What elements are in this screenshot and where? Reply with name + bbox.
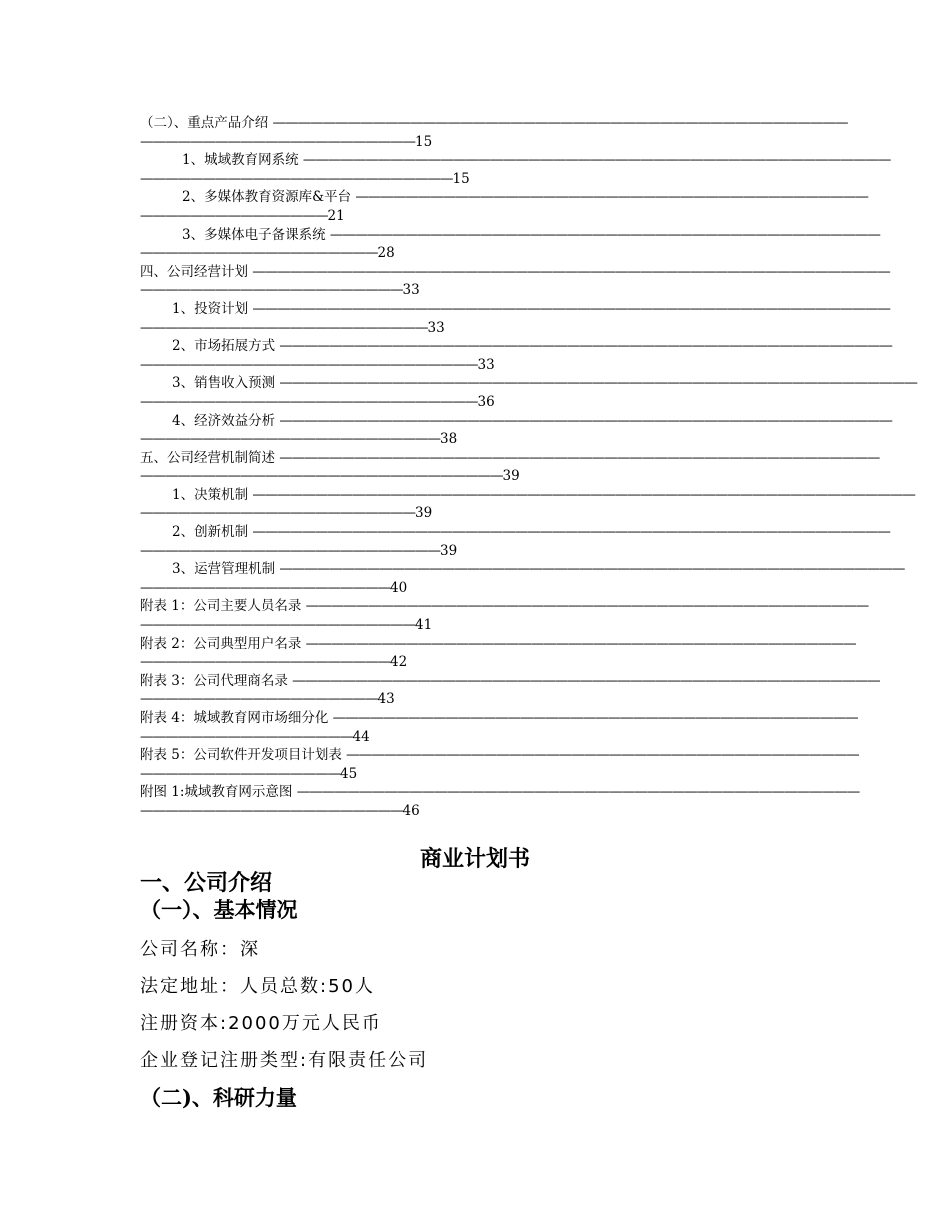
toc-leader-dashes: ——————————————————————————— [140, 356, 478, 373]
toc-page-number: 41 [415, 617, 433, 634]
toc-leader-dashes: ——————————————————————————————————————————————————— [252, 300, 890, 317]
toc-leader-dashes: ——————————————————————————————————————————————————— [252, 263, 890, 280]
toc-entry-title-line [140, 486, 915, 505]
toc-entry-title-line [140, 783, 860, 802]
toc-entry-title-line [140, 746, 859, 765]
toc-entry-page-line [140, 356, 820, 375]
toc-leader-dashes: ——————————————————————————————————————————————— [292, 672, 880, 689]
toc-entry[interactable] [140, 374, 917, 411]
toc-entry-label: 3、销售收入预测 [172, 375, 280, 392]
toc-page-number: 28 [377, 245, 395, 262]
toc-entry-page-line [140, 207, 820, 226]
toc-leader-dashes: —————————————————————— [140, 133, 415, 150]
toc-leader-dashes: ————————————————————————————————————————————————— [279, 412, 892, 429]
toc-entry[interactable] [140, 337, 892, 374]
toc-leader-dashes: —————————————————————— [140, 617, 415, 634]
toc-leader-dashes: ———————————————————————————————————————————————— [279, 449, 880, 466]
toc-page-number: 36 [477, 393, 495, 410]
toc-page-number: 33 [427, 319, 445, 336]
toc-leader-dashes: —————————————————————— [140, 505, 415, 522]
toc-entry[interactable] [140, 114, 848, 151]
toc-entry[interactable] [140, 486, 915, 523]
toc-leader-dashes: ———————————————————— [140, 579, 390, 596]
toc-entry-label: 附表 4：城域教育网市场细分化 [140, 710, 333, 726]
toc-entry-title-line [140, 560, 905, 579]
toc-entry-page-line [140, 802, 820, 821]
toc-entry-label: 1、投资计划 [172, 300, 253, 317]
subsection-heading-research: （二)、科研力量 [140, 1085, 297, 1110]
toc-leader-dashes: ————————————————————————————————————————————— [296, 784, 860, 801]
toc-leader-dashes: —————————————————————————————————————————————— [272, 115, 848, 131]
toc-entry[interactable] [140, 672, 880, 709]
toc-leader-dashes: ————————————————————————————————————————————————————— [252, 486, 915, 503]
toc-page-number: 33 [477, 356, 495, 373]
toc-leader-dashes: ——————————————————————————————————————————————————— [252, 524, 890, 541]
toc-entry-title-line [140, 597, 869, 616]
toc-entry[interactable] [140, 783, 860, 820]
toc-entry-page-line [140, 430, 820, 449]
toc-entry[interactable] [140, 226, 880, 263]
toc-entry-page-line [140, 244, 820, 263]
toc-entry-title-line [140, 337, 892, 356]
toc-entry-label: 附表 3：公司代理商名录 [140, 672, 293, 689]
toc-leader-dashes: ————————————————————— [140, 802, 403, 819]
toc-page-number: 15 [415, 133, 433, 150]
toc-entry-label: 1、城域教育网系统 [182, 152, 303, 169]
toc-entry-label: 2、多媒体教育资源库&平台 [182, 189, 356, 206]
toc-entry-page-line [140, 653, 820, 672]
toc-leader-dashes: ———————————————————————————————————————————— [305, 635, 856, 652]
toc-page-number: 46 [402, 802, 420, 819]
toc-entry-page-line [140, 133, 820, 152]
toc-entry[interactable] [140, 560, 905, 597]
toc-entry-page-line [140, 728, 820, 747]
toc-entry-label: 附表 1：公司主要人员名录 [140, 598, 306, 615]
toc-entry[interactable] [140, 151, 891, 188]
toc-entry-title-line [140, 188, 868, 207]
toc-leader-dashes: ——————————————————— [140, 691, 378, 708]
toc-entry-page-line [140, 467, 820, 486]
toc-leader-dashes: ——————————————————— [140, 245, 378, 262]
toc-leader-dashes: ————————————————————————————————————————————— [305, 598, 869, 615]
toc-entry[interactable] [140, 300, 890, 337]
toc-page-number: 38 [440, 431, 458, 448]
toc-entry-page-line [140, 319, 820, 338]
toc-leader-dashes: ———————————————————————————————————————————— [329, 226, 880, 243]
toc-entry-title-line [140, 672, 880, 691]
toc-entry-label: 附表 5：公司软件开发项目计划表 [140, 747, 347, 764]
document-title: 商业计划书 [419, 846, 530, 872]
toc-page-number: 39 [415, 505, 433, 522]
toc-entry-label: 4、经济效益分析 [172, 412, 280, 429]
toc-entry[interactable] [140, 709, 858, 746]
toc-page-number: 43 [377, 691, 395, 708]
toc-entry-page-line [140, 170, 820, 189]
toc-leader-dashes: ——————————————————————— [140, 319, 428, 336]
toc-entry[interactable] [140, 597, 869, 634]
toc-entry-label: 3、多媒体电子备课系统 [182, 226, 330, 243]
toc-entry-title-line [140, 374, 917, 393]
toc-entry-label: 附表 2：公司典型用户名录 [140, 635, 306, 652]
toc-entry[interactable] [140, 635, 856, 672]
toc-leader-dashes: ————————————————————————— [140, 170, 453, 187]
toc-leader-dashes: ———————————————————————— [140, 542, 440, 559]
toc-entry[interactable] [140, 746, 859, 783]
address-staff-line: 法定地址：人员总数:50人 [140, 976, 375, 997]
toc-entry-label: 2、创新机制 [172, 524, 253, 541]
toc-entry-title-line [140, 635, 856, 654]
toc-entry-label: 附图 1:城域教育网示意图 [140, 784, 297, 801]
toc-entry[interactable] [140, 449, 880, 486]
toc-entry-title-line [140, 412, 892, 431]
toc-leader-dashes: ————————————————————————————————————————————————— [279, 338, 892, 355]
toc-leader-dashes: —————————————————————————————————————————————————— [279, 561, 905, 578]
toc-leader-dashes: —————————————————————————————————————————— [332, 710, 858, 726]
toc-page-number: 39 [502, 468, 520, 485]
toc-entry-page-line [140, 690, 820, 709]
toc-leader-dashes: ——————————————————————————— [140, 393, 478, 410]
toc-leader-dashes: ——————————————— [140, 207, 328, 224]
toc-entry-page-line [140, 765, 820, 784]
toc-entry-title-line [140, 114, 848, 133]
subsection-heading-basic-info: （一）、基本情况 [140, 897, 298, 922]
toc-leader-dashes: ————————————————————— [140, 282, 403, 299]
toc-entry-page-line [140, 393, 820, 412]
toc-entry-page-line [140, 504, 820, 523]
toc-entry-title-line [140, 151, 891, 170]
toc-leader-dashes: ——————————————————————————————————————————————— [302, 152, 891, 169]
registered-capital-line: 注册资本:2000万元人民币 [140, 1013, 382, 1034]
toc-leader-dashes: ————————————————————————————————————————— [355, 189, 868, 206]
toc-entry-title-line [140, 226, 880, 245]
toc-page-number: 40 [390, 579, 408, 596]
toc-entry-page-line [140, 542, 820, 561]
toc-entry[interactable] [140, 523, 890, 560]
toc-entry-title-line [140, 523, 890, 542]
toc-entry[interactable] [140, 412, 892, 449]
toc-entry-label: （二）、重点产品介绍 [140, 115, 273, 131]
toc-leader-dashes: ——————————————————————————————————————————————————— [279, 375, 917, 392]
toc-entry-title-line [140, 449, 880, 468]
section-heading-company-intro: 一、公司介绍 [140, 870, 273, 896]
toc-entry-label: 五、公司经营机制简述 [140, 449, 280, 466]
toc-entry-label: 1、决策机制 [172, 486, 253, 503]
toc-leader-dashes: ————————————————————————————— [140, 468, 503, 485]
toc-page-number: 39 [440, 542, 458, 559]
toc-page-number: 21 [327, 207, 345, 224]
toc-entry-title-line [140, 300, 890, 319]
toc-entry[interactable] [140, 263, 890, 300]
toc-page-number: 42 [390, 654, 408, 671]
toc-entry-title-line [140, 709, 858, 728]
toc-page-number: 45 [340, 765, 358, 782]
toc-leader-dashes: ————————————————— [140, 728, 353, 745]
company-name-line: 公司名称：深 [140, 939, 260, 960]
toc-page-number: 33 [402, 282, 420, 299]
toc-entry[interactable] [140, 188, 868, 225]
table-of-contents [140, 114, 917, 821]
toc-leader-dashes: ————————————————————————————————————————— [346, 747, 859, 764]
toc-entry-title-line [140, 263, 890, 282]
toc-page-number: 44 [352, 728, 370, 745]
toc-leader-dashes: ———————————————————————— [140, 431, 440, 448]
toc-entry-page-line [140, 616, 820, 635]
toc-page-number: 15 [452, 170, 470, 187]
toc-leader-dashes: ———————————————— [140, 765, 340, 782]
toc-entry-label: 四、公司经营计划 [140, 263, 253, 280]
toc-entry-page-line [140, 281, 820, 300]
toc-leader-dashes: ———————————————————— [140, 654, 390, 671]
toc-entry-page-line [140, 579, 820, 598]
toc-entry-label: 3、运营管理机制 [172, 561, 280, 578]
registration-type-line: 企业登记注册类型:有限责任公司 [140, 1050, 429, 1071]
toc-entry-label: 2、市场拓展方式 [172, 338, 280, 355]
